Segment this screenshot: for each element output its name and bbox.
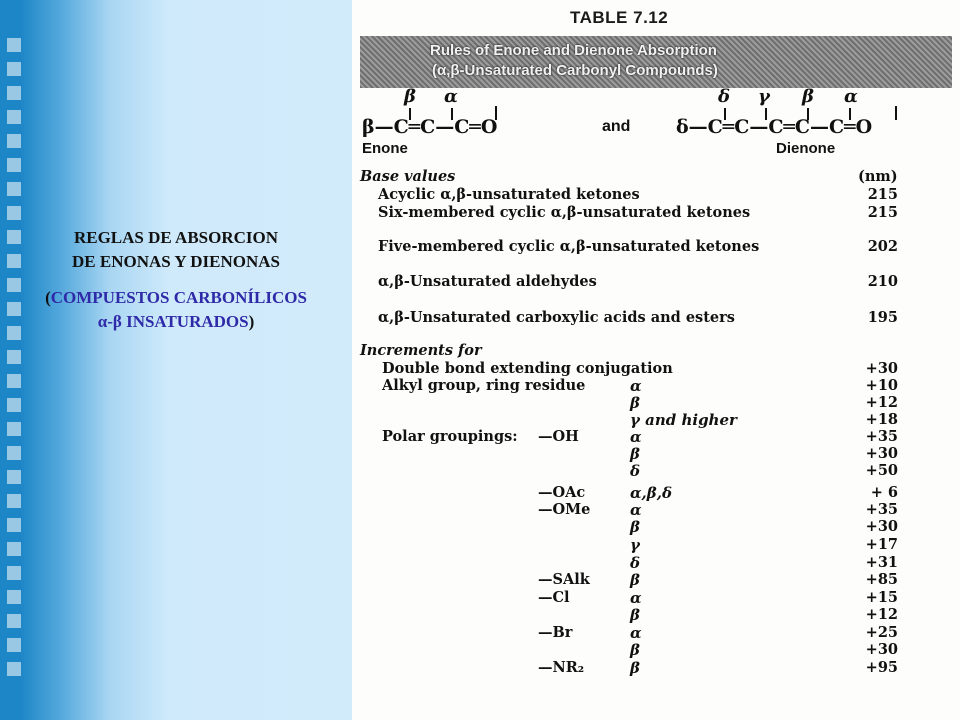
subtitle-open-paren: ( bbox=[45, 288, 51, 307]
dienone-greek-beta: β bbox=[802, 86, 814, 107]
base-label-3: α,β-Unsaturated aldehydes bbox=[378, 273, 597, 290]
inc-pos-16: β bbox=[630, 641, 640, 659]
inc-value-2: +12 bbox=[865, 394, 898, 411]
dienone-greek-gamma: γ bbox=[758, 86, 770, 107]
slide-title-line1: REGLAS DE ABSORCION bbox=[73, 228, 279, 247]
inc-pos-14: β bbox=[630, 606, 640, 624]
inc-pos-11: δ bbox=[630, 554, 641, 572]
table-caption: TABLE 7.12 bbox=[570, 8, 669, 27]
inc-sub-17: —NR₂ bbox=[538, 659, 585, 676]
inc-pos-3: γ and higher bbox=[630, 411, 737, 429]
inc-group-4: Polar groupings: bbox=[382, 428, 518, 445]
table-heading-banner bbox=[360, 36, 952, 88]
inc-pos-10: γ bbox=[630, 536, 640, 554]
enone-formula: β—C═C—C═O bbox=[362, 116, 498, 138]
inc-sub-12: —SAlk bbox=[538, 571, 590, 588]
enone-label: Enone bbox=[362, 140, 408, 157]
base-label-0: Acyclic α,β-unsaturated ketones bbox=[378, 186, 640, 203]
inc-pos-7: α,β,δ bbox=[630, 484, 672, 502]
inc-group-0: Double bond extending conjugation bbox=[382, 360, 673, 377]
enone-greek-beta: β bbox=[404, 86, 416, 107]
slide-title-line2: DE ENONAS Y DIENONAS bbox=[72, 252, 280, 271]
inc-pos-9: β bbox=[630, 518, 640, 536]
base-label-4: α,β-Unsaturated carboxylic acids and esters bbox=[378, 309, 735, 326]
inc-pos-1: α bbox=[630, 377, 642, 395]
inc-value-10: +17 bbox=[865, 536, 898, 553]
inc-pos-13: α bbox=[630, 589, 642, 607]
enone-dienone-formula bbox=[360, 88, 956, 164]
inc-sub-15: —Br bbox=[538, 624, 573, 641]
base-value-3: 210 bbox=[867, 273, 898, 290]
inc-value-0: +30 bbox=[865, 360, 898, 377]
dienone-formula: δ—C═C—C═C—C═O bbox=[676, 116, 873, 138]
inc-value-5: +30 bbox=[865, 445, 898, 462]
inc-value-6: +50 bbox=[865, 462, 898, 479]
formula-and: and bbox=[602, 118, 631, 135]
inc-value-14: +12 bbox=[865, 606, 898, 623]
inc-value-13: +15 bbox=[865, 589, 898, 606]
slide-subtitle-line2 bbox=[0, 310, 352, 334]
inc-pos-15: α bbox=[630, 624, 642, 642]
inc-pos-6: δ bbox=[630, 462, 641, 480]
inc-value-15: +25 bbox=[865, 624, 898, 641]
base-value-4: 195 bbox=[867, 309, 898, 326]
base-value-1: 215 bbox=[867, 204, 898, 221]
table-scan bbox=[352, 0, 960, 720]
inc-sub-13: —Cl bbox=[538, 589, 570, 606]
slide-title-block bbox=[0, 226, 352, 334]
base-label-2: Five-membered cyclic α,β-unsaturated ketones bbox=[378, 238, 760, 255]
inc-value-4: +35 bbox=[865, 428, 898, 445]
enone-greek-alpha: α bbox=[444, 86, 458, 107]
inc-pos-5: β bbox=[630, 445, 640, 463]
dienone-greek-delta: δ bbox=[718, 86, 731, 107]
slide-subtitle-line1 bbox=[0, 286, 352, 310]
inc-pos-17: β bbox=[630, 659, 640, 677]
inc-pos-12: β bbox=[630, 571, 640, 589]
unit-header: (nm) bbox=[858, 168, 898, 185]
inc-value-9: +30 bbox=[865, 518, 898, 535]
base-value-2: 202 bbox=[867, 238, 898, 255]
increments-header: Increments for bbox=[360, 342, 482, 359]
inc-pos-8: α bbox=[630, 501, 642, 519]
dienone-label: Dienone bbox=[776, 140, 836, 157]
inc-value-12: +85 bbox=[865, 571, 898, 588]
table-heading-line2: (α,β-Unsaturated Carbonyl Compounds) bbox=[432, 62, 718, 79]
subtitle-close-paren: ) bbox=[248, 312, 255, 331]
base-value-0: 215 bbox=[867, 186, 898, 203]
table-heading-line1: Rules of Enone and Dienone Absorption bbox=[430, 42, 717, 59]
subtitle-text1: COMPUESTOS CARBONÍLICOS bbox=[50, 288, 307, 307]
inc-value-7: + 6 bbox=[870, 484, 898, 501]
inc-value-3: +18 bbox=[865, 411, 898, 428]
inc-value-17: +95 bbox=[865, 659, 898, 676]
inc-sub-8: —OMe bbox=[538, 501, 591, 518]
decorative-squares bbox=[7, 38, 23, 686]
inc-sub-7: —OAc bbox=[538, 484, 586, 501]
inc-value-8: +35 bbox=[865, 501, 898, 518]
base-label-1: Six-membered cyclic α,β-unsaturated ketones bbox=[378, 204, 751, 221]
inc-pos-2: β bbox=[630, 394, 640, 412]
base-values-header: Base values bbox=[360, 168, 456, 185]
inc-value-11: +31 bbox=[865, 554, 898, 571]
left-panel bbox=[0, 0, 352, 720]
inc-pos-4: α bbox=[630, 428, 642, 446]
inc-sub-4: —OH bbox=[538, 428, 579, 445]
dienone-greek-alpha: α bbox=[844, 86, 858, 107]
inc-group-1: Alkyl group, ring residue bbox=[382, 377, 586, 394]
subtitle-text2: α-β INSATURADOS bbox=[97, 312, 249, 331]
inc-value-16: +30 bbox=[865, 641, 898, 658]
inc-value-1: +10 bbox=[865, 377, 898, 394]
